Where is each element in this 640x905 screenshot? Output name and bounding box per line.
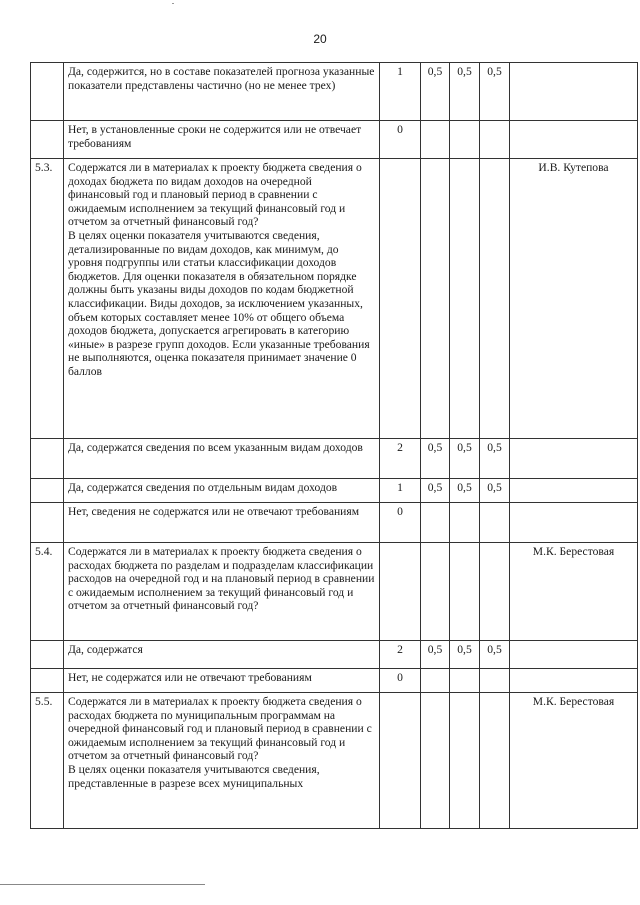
table-row — [31, 63, 638, 121]
scan-mark — [172, 3, 174, 4]
coefficient-1: 0,5 — [421, 479, 450, 503]
coefficient-3: 0,5 — [480, 641, 510, 669]
coefficient-1 — [421, 503, 450, 543]
coefficient-1 — [421, 669, 450, 693]
coefficient-3 — [480, 503, 510, 543]
row-number: 5.5. — [31, 693, 64, 829]
score-value: 0 — [380, 121, 421, 159]
coefficient-2: 0,5 — [450, 439, 480, 479]
coefficient-2: 0,5 — [450, 63, 480, 121]
coefficient-1 — [421, 159, 450, 439]
responsible-person — [510, 503, 638, 543]
row-number — [31, 63, 64, 121]
criterion-text: Да, содержатся сведения по отдельным видам доходов — [64, 479, 380, 503]
table-row — [31, 439, 638, 479]
row-number: 5.4. — [31, 543, 64, 641]
coefficient-3 — [480, 693, 510, 829]
score-value: 2 — [380, 641, 421, 669]
table-row — [31, 159, 638, 439]
table-row — [31, 641, 638, 669]
table-row — [31, 693, 638, 829]
criterion-text: Содержатся ли в материалах к проекту бюджета сведения о расходах бюджета по разделам и подразделам классификации расходов на очередной год и на плановый период в сравнении с ожидаемым исполнением за текущий финансовый год и отчетом за отчетный финансовый год? — [64, 543, 380, 641]
score-value: 2 — [380, 439, 421, 479]
coefficient-3 — [480, 159, 510, 439]
coefficient-2 — [450, 159, 480, 439]
coefficient-3: 0,5 — [480, 63, 510, 121]
coefficient-2 — [450, 503, 480, 543]
table-body — [31, 63, 638, 829]
coefficient-1 — [421, 693, 450, 829]
score-value — [380, 159, 421, 439]
responsible-person: М.К. Берестовая — [510, 693, 638, 829]
row-number — [31, 503, 64, 543]
table-row — [31, 543, 638, 641]
score-value: 0 — [380, 669, 421, 693]
row-number: 5.3. — [31, 159, 64, 439]
responsible-person — [510, 121, 638, 159]
criterion-text: Да, содержится, но в составе показателей прогноза указанные показатели представлены частично (но не менее трех) — [64, 63, 380, 121]
coefficient-2 — [450, 669, 480, 693]
page-number: 20 — [313, 32, 327, 46]
coefficient-1: 0,5 — [421, 439, 450, 479]
coefficient-3: 0,5 — [480, 439, 510, 479]
coefficient-2 — [450, 543, 480, 641]
table-row — [31, 479, 638, 503]
score-value — [380, 543, 421, 641]
coefficient-2: 0,5 — [450, 641, 480, 669]
row-number — [31, 669, 64, 693]
criterion-text: Да, содержатся — [64, 641, 380, 669]
coefficient-1 — [421, 121, 450, 159]
coefficient-2 — [450, 693, 480, 829]
coefficient-3: 0,5 — [480, 479, 510, 503]
responsible-person: М.К. Берестовая — [510, 543, 638, 641]
coefficient-3 — [480, 669, 510, 693]
criteria-table — [30, 62, 638, 829]
responsible-person — [510, 669, 638, 693]
score-value — [380, 693, 421, 829]
row-number — [31, 641, 64, 669]
criterion-text: Нет, сведения не содержатся или не отвечают требованиям — [64, 503, 380, 543]
row-number — [31, 479, 64, 503]
criterion-text: Да, содержатся сведения по всем указанным видам доходов — [64, 439, 380, 479]
footnote-rule — [0, 884, 205, 885]
criterion-text: Нет, в установленные сроки не содержится или не отвечает требованиям — [64, 121, 380, 159]
coefficient-3 — [480, 543, 510, 641]
score-value: 0 — [380, 503, 421, 543]
responsible-person — [510, 63, 638, 121]
responsible-person: И.В. Кутепова — [510, 159, 638, 439]
table-row — [31, 503, 638, 543]
coefficient-3 — [480, 121, 510, 159]
score-value: 1 — [380, 479, 421, 503]
table-row — [31, 669, 638, 693]
responsible-person — [510, 479, 638, 503]
responsible-person — [510, 641, 638, 669]
coefficient-1: 0,5 — [421, 641, 450, 669]
criterion-text: Нет, не содержатся или не отвечают требованиям — [64, 669, 380, 693]
coefficient-2 — [450, 121, 480, 159]
row-number — [31, 121, 64, 159]
criterion-text: Содержатся ли в материалах к проекту бюджета сведения о доходах бюджета по видам доходов на очередной финансовый год и плановый период в сравнении с ожидаемым исполнением за текущий финансовый год и отчетом за отчетный финансовый год? В целях оценки показателя учитываются сведения, детализированные по видам доходов, как минимум, до уровня подгруппы или статьи классификации доходов бюджетов. Для оценки показателя в обязательном порядке должны быть указаны виды доходов по кодам бюджетной классификации. Виды доходов, за исключением указанных, объем которых составляет менее 10% от общего объема доходов бюджета, допускается агрегировать в категорию «иные» в разрезе групп доходов. Если указанные требования не выполняются, оценка показателя принимает значение 0 баллов — [64, 159, 380, 439]
coefficient-2: 0,5 — [450, 479, 480, 503]
row-number — [31, 439, 64, 479]
responsible-person — [510, 439, 638, 479]
score-value: 1 — [380, 63, 421, 121]
criterion-text: Содержатся ли в материалах к проекту бюджета сведения о расходах бюджета по муниципальным программам на очередной финансовый год и плановый период в сравнении с ожидаемым исполнением за текущий финансовый год и отчетом за отчетный финансовый год? В целях оценки показателя учитываются сведения, представленные в разрезе всех муниципальных — [64, 693, 380, 829]
table-row — [31, 121, 638, 159]
coefficient-1: 0,5 — [421, 63, 450, 121]
coefficient-1 — [421, 543, 450, 641]
